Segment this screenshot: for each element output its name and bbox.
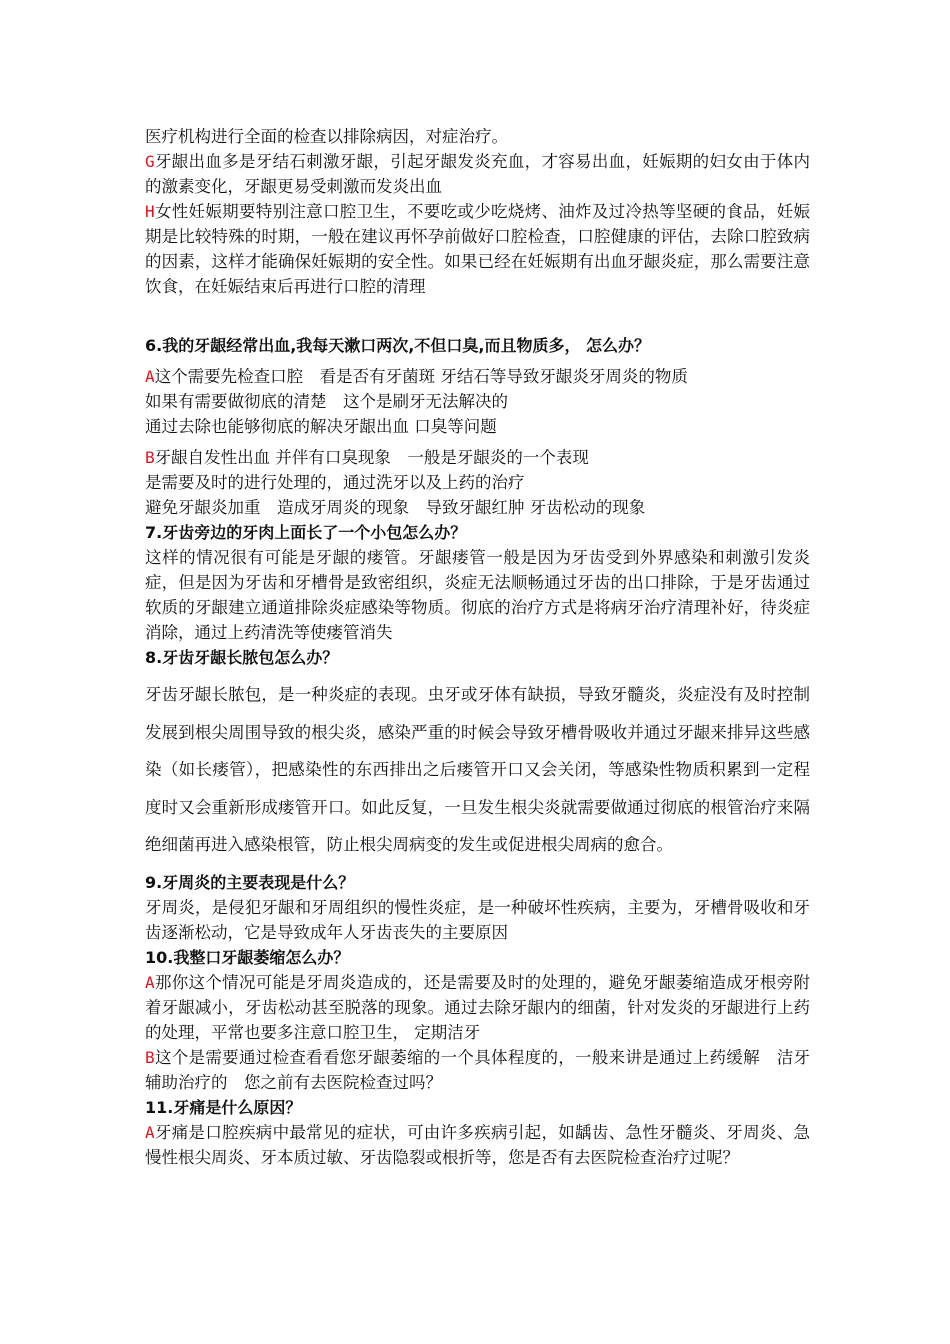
q10-answer-b: [145, 1045, 810, 1095]
question-10-title: 10.我整口牙龈萎缩怎么办？: [145, 947, 350, 967]
question-8-title: 8.牙齿牙龈长脓包怎么办？: [145, 648, 339, 667]
q11-answer-a-text: 牙痛是口腔疾病中最常见的症状，可由许多疾病引起，如龋齿、急性牙髓炎、牙周炎、急慢性根尖周炎、牙本质过敏、牙齿隐裂或根折等，您是否有去医院检查治疗过呢？: [145, 1122, 810, 1167]
intro-line: 医疗机构进行全面的检查以排除病因，对症治疗。: [145, 127, 508, 146]
q7-answer: 这样的情况很有可能是牙龈的瘘管。牙龈瘘管一般是因为牙齿受到外界感染和刺激引发炎症，但是因为牙齿和牙槽骨是致密组织，炎症无法顺畅通过牙齿的出口排除，于是牙齿通过软质的牙龈建立通道排除炎症感染等物质。彻底的治疗方式是将病牙治疗清理补好，待炎症消除，通过上药清洗等使瘘管消失: [145, 548, 810, 642]
question-11-title: 11.牙痛是什么原因？: [145, 1097, 302, 1117]
q10-answer-marker-b: B: [145, 1047, 155, 1067]
answer-h-text: 女性妊娠期要特别注意口腔卫生，不要吃或少吃烧烤、油炸及过冷热等坚硬的食品，妊娠期是比较特殊的时期，一般在建议再怀孕前做好口腔检查，口腔健康的评估，去除口腔致病的因素，这样才能确保妊娠期的安全性。如果已经在妊娠期有出血牙龈炎症，那么需要注意饮食，在妊娠结束后再进行口腔的清理: [145, 202, 810, 296]
answer-marker-g: G: [145, 152, 155, 171]
q8-answer: 牙齿牙龈长脓包，是一种炎症的表现。虫牙或牙体有缺损，导致牙髓炎，炎症没有及时控制发展到根尖周围导致的根尖炎，感染严重的时候会导致牙槽骨吸收并通过牙龈来排异这些感染（如长瘘管），把感染性的东西排出之后瘘管开口又会关闭，等感染性物质积累到一定程度时又会重新形成瘘管开口。如此反复，一旦发生根尖炎就需要做通过彻底的根管治疗来隔绝细菌再进入感染根管，防止根尖周病变的发生或促进根尖周病的愈合。: [145, 685, 810, 854]
q6-answer-marker-a: A: [145, 367, 155, 386]
q6-answer-a-text-1: 这个需要先检查口腔 看是否有牙菌斑 牙结石等导致牙龈炎牙周炎的物质: [154, 367, 688, 386]
q6-answer-b-line-2: 是需要及时的进行处理的，通过洗牙以及上药的治疗: [145, 473, 525, 492]
q6-answer-b-text-1: 牙龈自发性出血 并伴有口臭现象 一般是牙龈炎的一个表现: [154, 448, 589, 467]
q10-answer-b-text: 这个是需要通过检查看看您牙龈萎缩的一个具体程度的，一般来讲是通过上药缓解 洁牙辅助治疗的 您之前有去医院检查过吗？: [145, 1047, 810, 1092]
q10-answer-a-text: 那你这个情况可能是牙周炎造成的，还是需要及时的处理的，避免牙龈萎缩造成牙根旁附着牙龈减小，牙齿松动甚至脱落的现象。通过去除牙龈内的细菌，针对发炎的牙龈进行上药的处理，平常也要多注意口腔卫生， 定期洁牙: [145, 972, 810, 1042]
q6-answer-a-line-2: 如果有需要做彻底的清楚 这个是刷牙无法解决的: [145, 392, 508, 411]
answer-g-text: 牙龈出血多是牙结石刺激牙龈，引起牙龈发炎充血，才容易出血，妊娠期的妇女由于体内的激素变化，牙龈更易受刺激而发炎出血: [145, 152, 810, 196]
answer-marker-h: H: [145, 202, 155, 221]
question-7-title: 7.牙齿旁边的牙肉上面长了一个小包怎么办？: [145, 523, 467, 542]
q11-answer-marker-a: A: [145, 1122, 155, 1142]
q11-answer-a: [145, 1120, 810, 1170]
q6-answer-marker-b: B: [145, 448, 155, 467]
q10-answer-a: [145, 970, 810, 1045]
q6-answer-a-line-3: 通过去除也能够彻底的解决牙龈出血 口臭等问题: [145, 417, 497, 436]
q6-answer-b-line-3: 避免牙龈炎加重 造成牙周炎的现象 导致牙龈红肿 牙齿松动的现象: [145, 498, 646, 517]
q6-answer-a-line-1: [145, 364, 810, 389]
answer-g: [145, 149, 810, 199]
question-9-title: 9.牙周炎的主要表现是什么？: [145, 872, 355, 892]
question-6-title: 6.我的牙龈经常出血,我每天漱口两次,不但口臭,而且物质多， 怎么办？: [145, 336, 651, 355]
q6-answer-b-line-1: [145, 445, 810, 470]
document-page: [145, 124, 810, 1170]
answer-h: [145, 199, 810, 299]
q9-answer: 牙周炎，是侵犯牙龈和牙周组织的慢性炎症，是一种破坏性疾病，主要为，牙槽骨吸收和牙齿逐渐松动，它是导致成年人牙齿丧失的主要原因: [145, 897, 810, 942]
q10-answer-marker-a: A: [145, 972, 155, 992]
